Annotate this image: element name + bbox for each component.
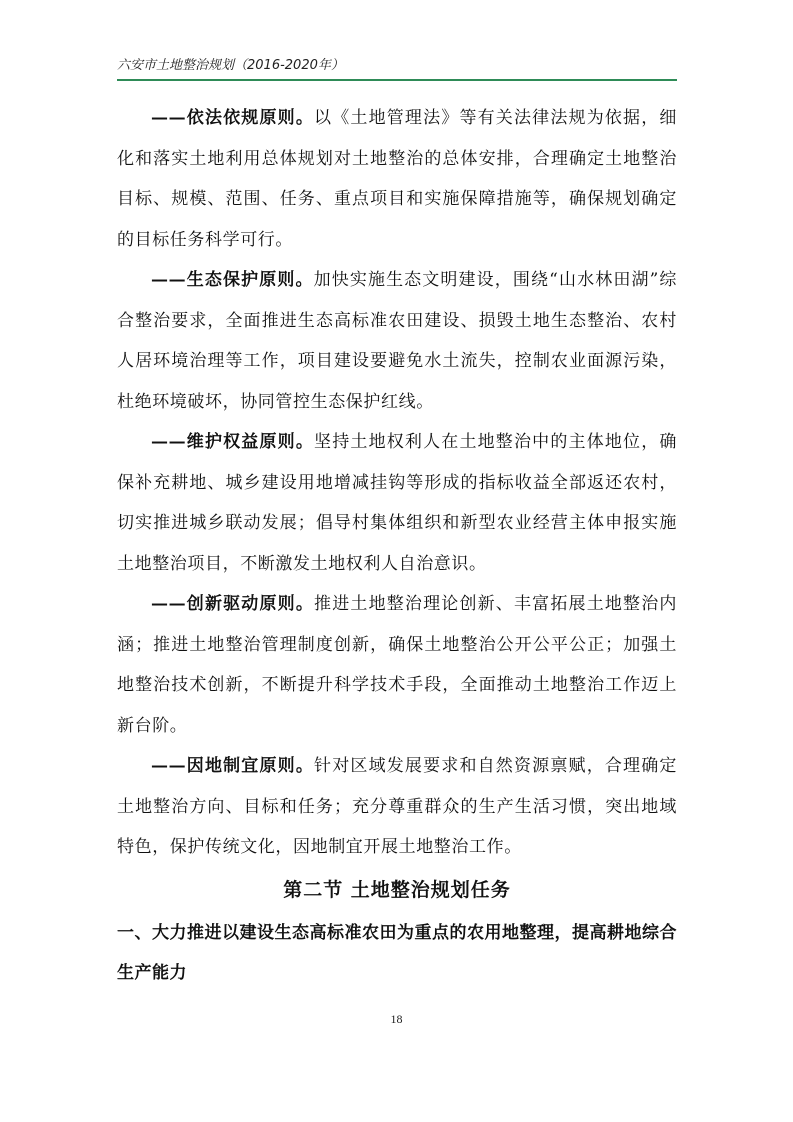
paragraph-lead: ——因地制宜原则。 <box>151 756 315 776</box>
paragraph-text: 坚持土地权利人在土地整治中的主体地位，确保补充耕地、城乡建设用地增减挂钩等形成的指标收益全部返还农村，切实推进城乡联动发展；倡导村集体组织和新型农业经营主体申报实施土地整治项目，不断激发土地权利人自治意识。 <box>117 432 678 574</box>
paragraph-lead: ——维护权益原则。 <box>151 432 315 452</box>
document-body <box>117 98 677 994</box>
paragraph-lead: ——依法依规原则。 <box>151 108 315 128</box>
page-number: 18 <box>390 1012 403 1026</box>
paragraph-local-conditions <box>117 746 677 868</box>
header-title: 六安市土地整治规划（2016-2020年） <box>117 58 344 73</box>
paragraph-legal-compliance <box>117 98 677 260</box>
paragraph-innovation-driven <box>117 584 677 746</box>
subsection-title: 一、大力推进以建设生态高标准农田为重点的农用地整理，提高耕地综合生产能力 <box>117 922 677 983</box>
page-header <box>117 50 677 80</box>
paragraph-text: 针对区域发展要求和自然资源禀赋，合理确定土地整治方向、目标和任务；充分尊重群众的生产生活习惯，突出地域特色，保护传统文化，因地制宜开展土地整治工作。 <box>117 756 678 857</box>
paragraph-lead: ——创新驱动原则。 <box>151 594 315 614</box>
paragraph-text: 加快实施生态文明建设，围绕“山水林田湖”综合整治要求，全面推进生态高标准农田建设、损毁土地生态整治、农村人居环境治理等工作，项目建设要避免水土流失，控制农业面源污染，杜绝环境破坏，协同管控生态保护红线。 <box>117 270 677 412</box>
paragraph-rights-protection <box>117 422 677 584</box>
paragraph-text: 推进土地整治理论创新、丰富拓展土地整治内涵；推进土地整治管理制度创新，确保土地整治公开公平公正；加强土地整治技术创新，不断提升科学技术手段，全面推动土地整治工作迈上新台阶。 <box>117 594 678 736</box>
paragraph-lead: ——生态保护原则。 <box>151 270 314 290</box>
header-rule <box>117 79 677 81</box>
section-title: 第二节 土地整治规划任务 <box>283 878 511 901</box>
paragraph-text: 以《土地管理法》等有关法律法规为依据，细化和落实土地利用总体规划对土地整治的总体安排，合理确定土地整治目标、规模、范围、任务、重点项目和实施保障措施等，确保规划确定的目标任务科学可行。 <box>117 108 678 250</box>
paragraph-ecological-protection <box>117 260 677 422</box>
